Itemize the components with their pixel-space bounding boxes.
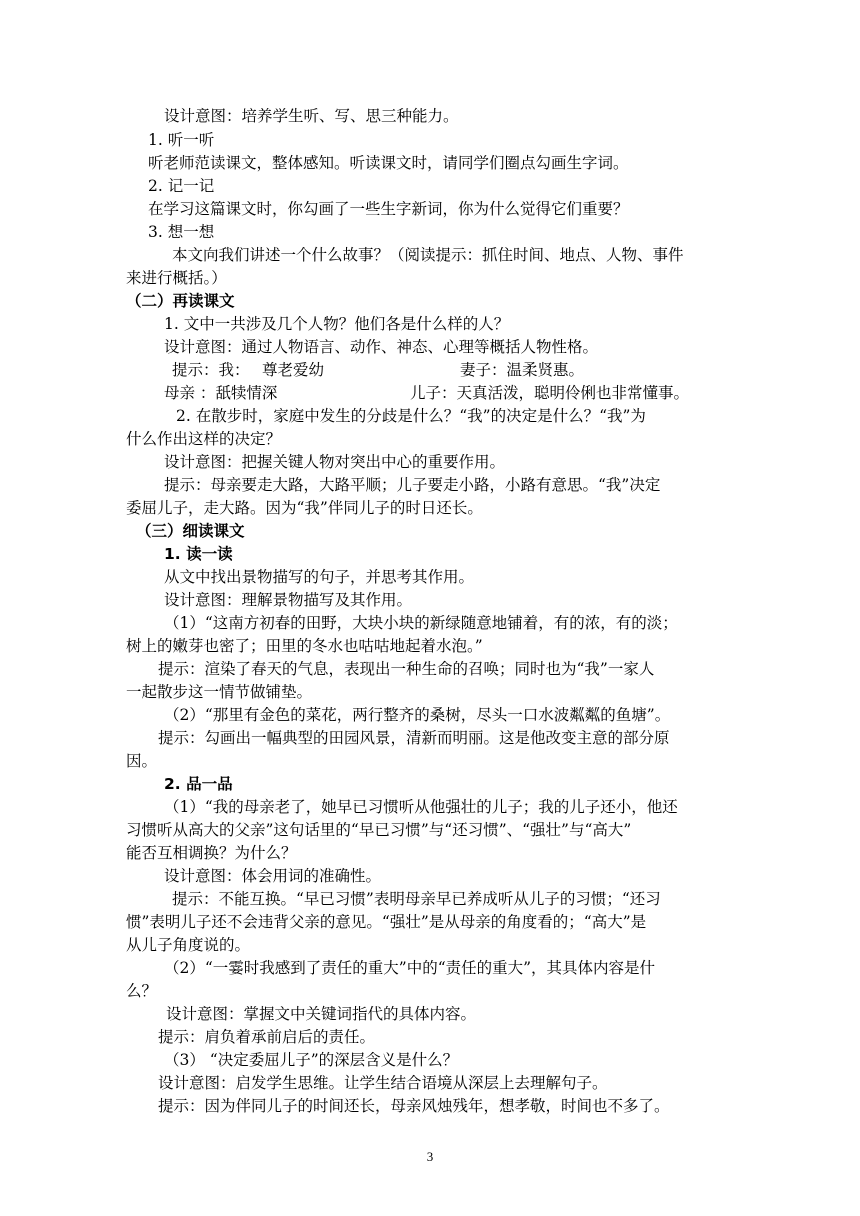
text-line: 委屈儿子，走大路。因为“我”伴同儿子的时日还长。 xyxy=(126,499,483,517)
text-line: 什么作出这样的决定？ xyxy=(126,430,282,448)
text-line: 2. 在散步时，家庭中发生的分歧是什么？“我”的决定是什么？“我”为 xyxy=(176,407,646,425)
text-line: 能否互相调换？为什么？ xyxy=(126,844,297,862)
text-line: 提示：肩负着承前启后的责任。 xyxy=(158,1028,376,1046)
text-line: 在学习这篇课文时，你勾画了一些生字新词，你为什么觉得它们重要？ xyxy=(148,200,629,218)
text-line: （2）“一霎时我感到了责任的重大”中的“责任的重大”，其具体内容是什 xyxy=(164,959,656,977)
text-line: 提示：我： xyxy=(172,361,250,379)
text-line: 从儿子角度说的。 xyxy=(126,936,251,954)
text-line: 3. 想一想 xyxy=(148,223,215,241)
text-line: 从文中找出景物描写的句子，并思考其作用。 xyxy=(164,568,475,586)
text-line: 提示：不能互换。“早已习惯”表明母亲早已养成听从儿子的习惯；“还习 xyxy=(172,890,661,908)
subsection-heading: 1. 读一读 xyxy=(164,545,233,563)
text-line: 尊老爱幼 xyxy=(262,361,325,379)
text-line: 妻子：温柔贤惠。 xyxy=(460,361,585,379)
text-line: 提示：渲染了春天的气息，表现出一种生命的召唤；同时也为“我”一家人 xyxy=(158,660,655,678)
page-number: 3 xyxy=(426,1149,434,1164)
text-line: 设计意图：理解景物描写及其作用。 xyxy=(164,591,413,609)
text-line: 树上的嫩芽也密了；田里的冬水也咕咕地起着水泡。” xyxy=(126,637,483,655)
text-line: 么？ xyxy=(126,982,158,1000)
text-line: 本文向我们讲述一个什么故事？（阅读提示：抓住时间、地点、人物、事件 xyxy=(172,246,684,264)
text-line: 设计意图：启发学生思维。让学生结合语境从深层上去理解句子。 xyxy=(158,1074,608,1092)
text-line: （1）“这南方初春的田野，大块小块的新绿随意地铺着，有的浓，有的淡； xyxy=(164,614,678,632)
text-line: 来进行概括。） xyxy=(126,269,227,287)
text-line: （1）“我的母亲老了，她早已习惯听从他强壮的儿子；我的儿子还小，他还 xyxy=(164,798,678,816)
text-line: 提示：母亲要走大路，大路平顺；儿子要走小路，小路有意思。“我”决定 xyxy=(164,476,661,494)
text-line: （2）“那里有金色的菜花，两行整齐的桑树，尽头一口水波粼粼的鱼塘”。 xyxy=(164,706,671,724)
subsection-heading: 2. 品一品 xyxy=(164,775,233,793)
text-line: 母亲 ：舐犊情深 xyxy=(164,384,278,402)
text-line: 设计意图：体会用词的准确性。 xyxy=(164,867,382,885)
text-line: 设计意图：把握关键人物对突出中心的重要作用。 xyxy=(164,453,506,471)
text-line: 习惯听从高大的父亲”这句话里的“早已习惯”与“还习惯”、“强壮”与“高大” xyxy=(126,821,632,839)
text-line: 设计意图：通过人物语言、动作、神态、心理等概括人物性格。 xyxy=(164,338,599,356)
section-heading: （三）细读课文 xyxy=(136,522,245,540)
text-line: 2. 记一记 xyxy=(148,177,215,195)
text-line: 因。 xyxy=(126,752,158,770)
text-line: 设计意图：培养学生听、写、思三种能力。 xyxy=(164,107,459,125)
text-line: 提示：勾画出一幅典型的田园风景，清新而明丽。这是他改变主意的部分原 xyxy=(158,729,670,747)
text-line: 1. 文中一共涉及几个人物？他们各是什么样的人？ xyxy=(164,315,510,333)
section-heading: （二）再读课文 xyxy=(126,292,235,310)
text-line: 1. 听一听 xyxy=(148,131,215,149)
text-line: 听老师范读课文，整体感知。听读课文时，请同学们圈点勾画生字词。 xyxy=(148,154,629,172)
text-line: （3） “决定委屈儿子”的深层含义是什么？ xyxy=(164,1051,459,1069)
text-line: 一起散步这一情节做铺垫。 xyxy=(126,683,313,701)
text-line: 儿子：天真活泼，聪明伶俐也非常懂事。 xyxy=(410,384,690,402)
text-line: 惯”表明儿子还不会违背父亲的意见。“强壮”是从母亲的角度看的；“高大”是 xyxy=(126,913,647,931)
text-line: 设计意图：掌握文中关键词指代的具体内容。 xyxy=(166,1005,477,1023)
text-line: 提示：因为伴同儿子的时间还长，母亲风烛残年，想孝敬，时间也不多了。 xyxy=(158,1097,670,1115)
